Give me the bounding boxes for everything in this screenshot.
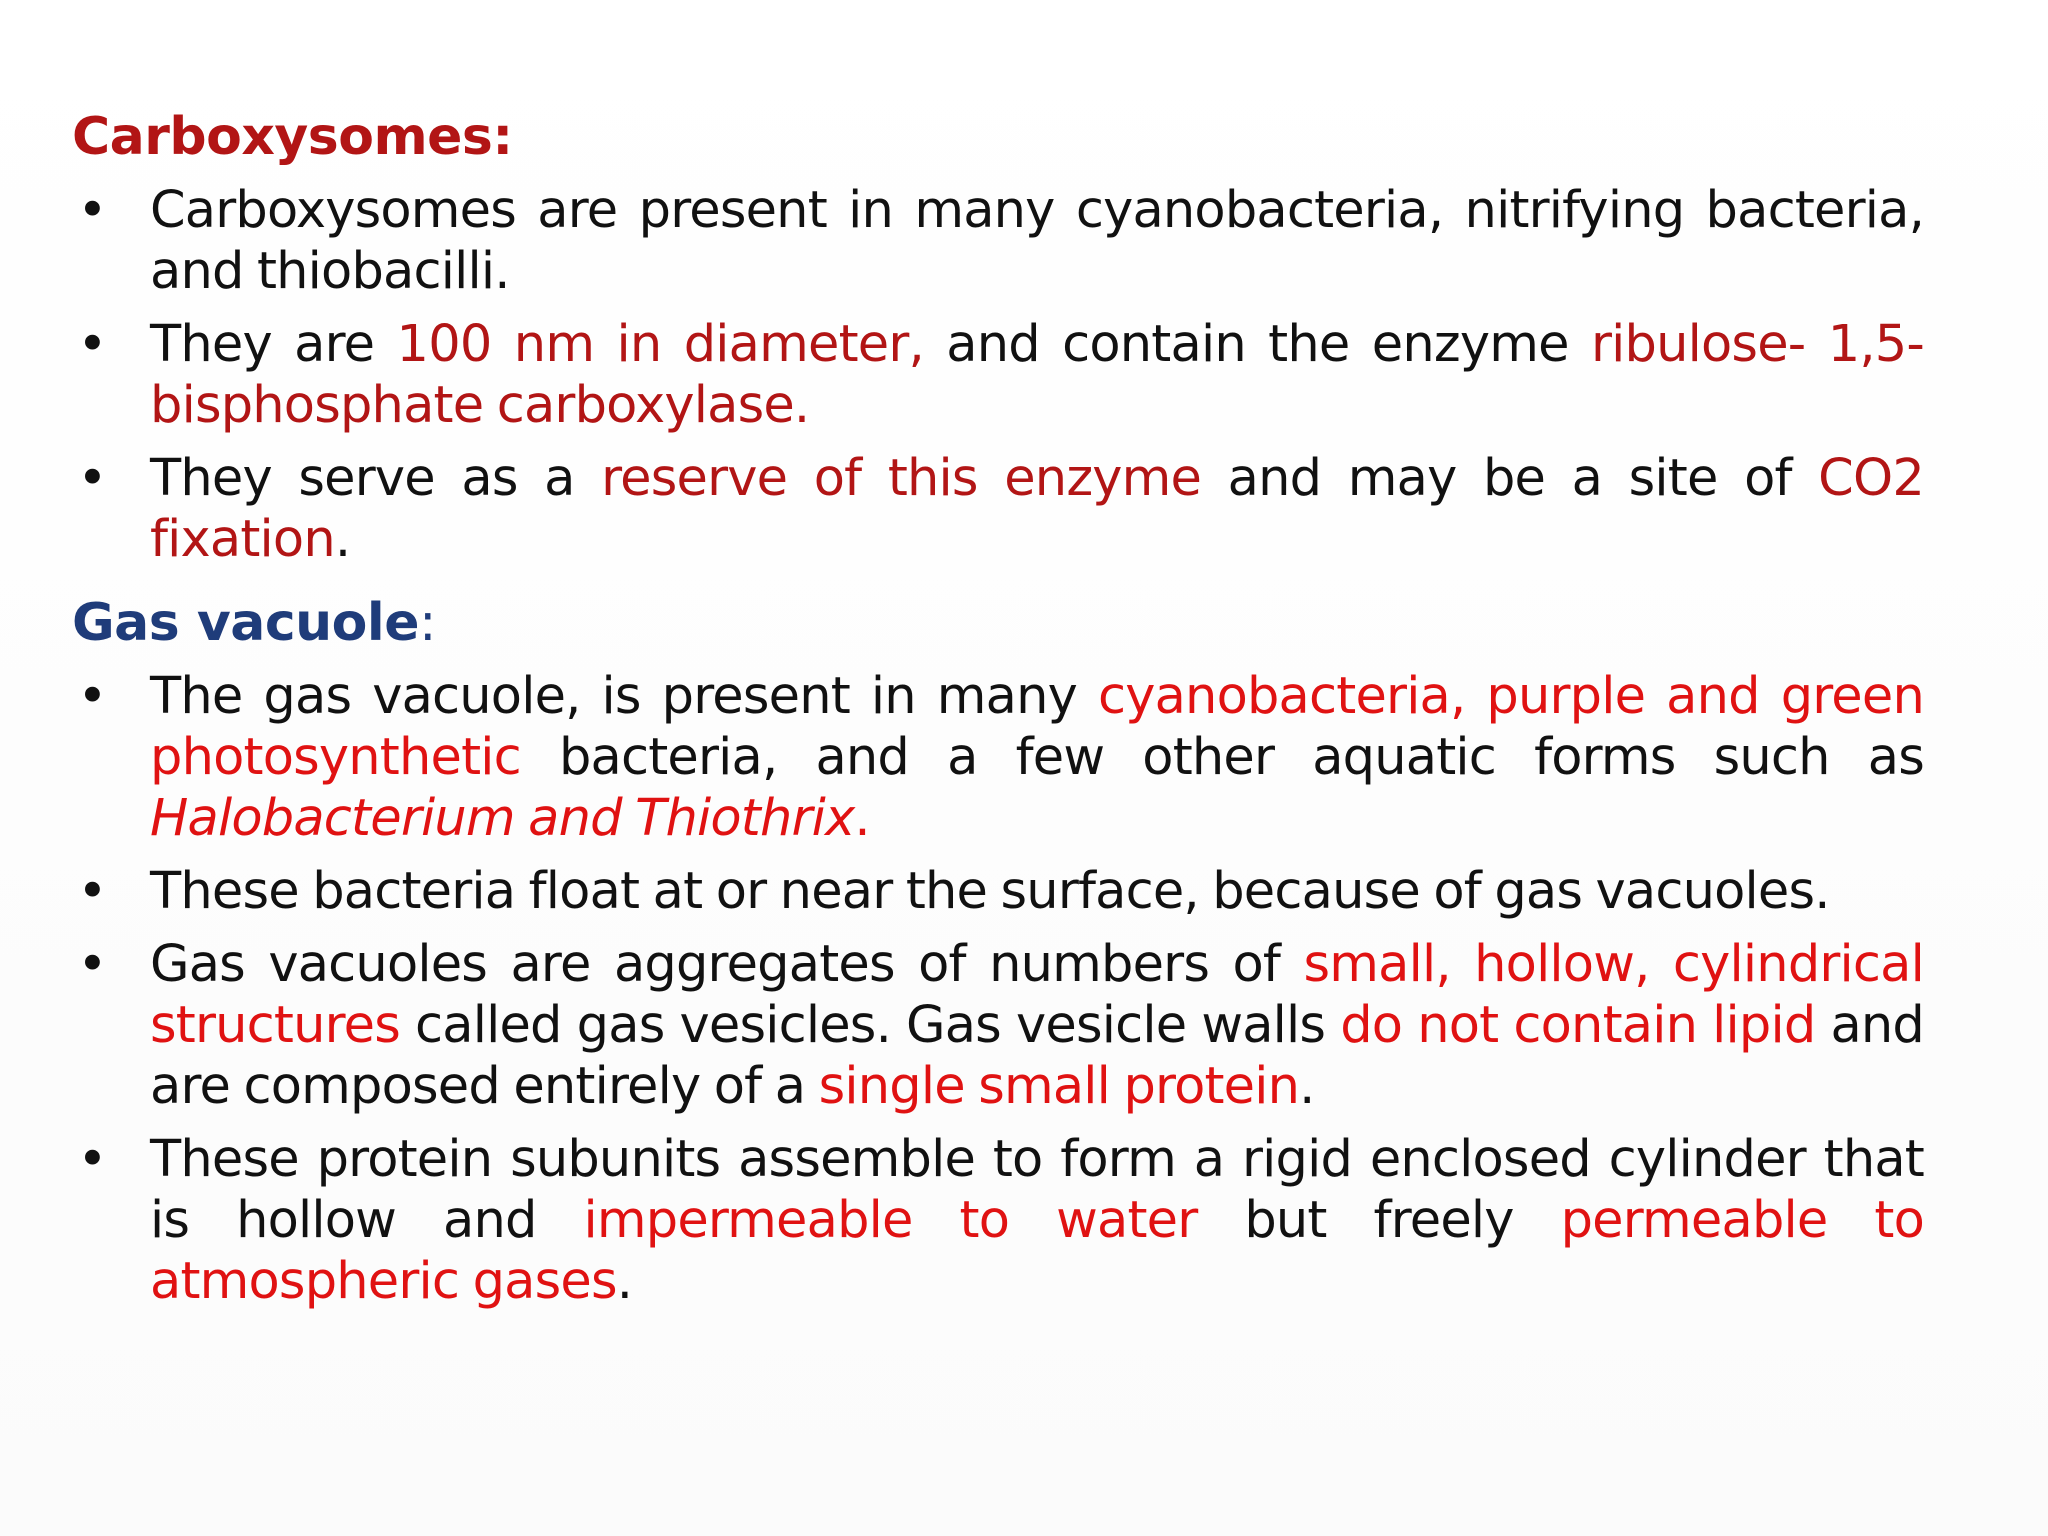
carboxysomes-bullet-list: [72, 180, 1924, 570]
bullet-item: [72, 934, 1924, 1117]
highlighted-text: cyanobacteria, purple and green photosynthetic: [150, 666, 1924, 787]
body-text: .: [616, 1251, 633, 1311]
highlighted-text: 100 nm in diameter,: [396, 314, 924, 374]
body-text: but freely: [1197, 1190, 1561, 1250]
highlighted-text: ribulose- 1,5-bisphosphate carboxylase.: [150, 314, 1924, 435]
bullet-dot-icon: •: [77, 666, 107, 726]
bullet-item: [72, 448, 1924, 570]
bullet-item: [72, 180, 1924, 302]
body-text: .: [334, 509, 351, 569]
body-text: .: [1299, 1056, 1315, 1116]
gas-vacuole-heading: [72, 594, 1924, 654]
highlighted-text: reserve of this enzyme: [601, 448, 1202, 508]
slide-content: [72, 108, 1924, 1324]
highlighted-text: Halobacterium and Thiothrix: [150, 788, 855, 848]
bullet-dot-icon: •: [77, 1129, 107, 1189]
body-text: Gas vacuoles are aggregates of numbers of: [150, 934, 1304, 994]
body-text: and are composed entirely of a: [150, 995, 1925, 1116]
highlighted-text: single small protein: [818, 1056, 1300, 1116]
bullet-dot-icon: •: [77, 180, 107, 240]
bullet-item: [72, 861, 1924, 922]
body-text: These protein subunits assemble to form a rigid enclosed cylinder that is hollow and: [150, 1129, 1924, 1250]
highlighted-text: CO2 fixation: [150, 448, 1924, 569]
bullet-item: [72, 1129, 1924, 1312]
bullet-item: [72, 314, 1924, 436]
gas-vacuole-heading-text: Gas vacuole: [72, 592, 419, 653]
bullet-item: [72, 666, 1924, 849]
body-text: Carboxysomes are present in many cyanobacteria, nitrifying bacteria, and thiobacilli.: [150, 180, 1924, 301]
body-text: and may be a site of: [1201, 448, 1819, 508]
body-text: bacteria, and a few other aquatic forms such as: [520, 727, 1924, 787]
bullet-dot-icon: •: [77, 861, 107, 921]
highlighted-text: .: [854, 788, 870, 848]
body-text: These bacteria float at or near the surface, because of gas vacuoles.: [150, 861, 1830, 921]
body-text: and contain the enzyme: [923, 314, 1592, 374]
highlighted-text: small, hollow, cylindrical structures: [150, 934, 1924, 1055]
body-text: The gas vacuole, is present in many: [150, 666, 1098, 726]
highlighted-text: do not contain lipid: [1340, 995, 1816, 1055]
carboxysomes-heading: Carboxysomes:: [72, 107, 513, 167]
body-text: They serve as a: [150, 448, 602, 508]
gas-vacuole-heading-colon: :: [418, 592, 437, 653]
highlighted-text: permeable to atmospheric gases: [150, 1190, 1924, 1311]
gas-vacuole-bullet-list: [72, 666, 1924, 1312]
bullet-dot-icon: •: [77, 314, 107, 374]
highlighted-text: impermeable to water: [583, 1190, 1198, 1250]
body-text: called gas vesicles. Gas vesicle walls: [400, 995, 1341, 1055]
bullet-dot-icon: •: [77, 448, 107, 508]
body-text: They are: [150, 314, 397, 374]
bullet-dot-icon: •: [77, 934, 107, 994]
